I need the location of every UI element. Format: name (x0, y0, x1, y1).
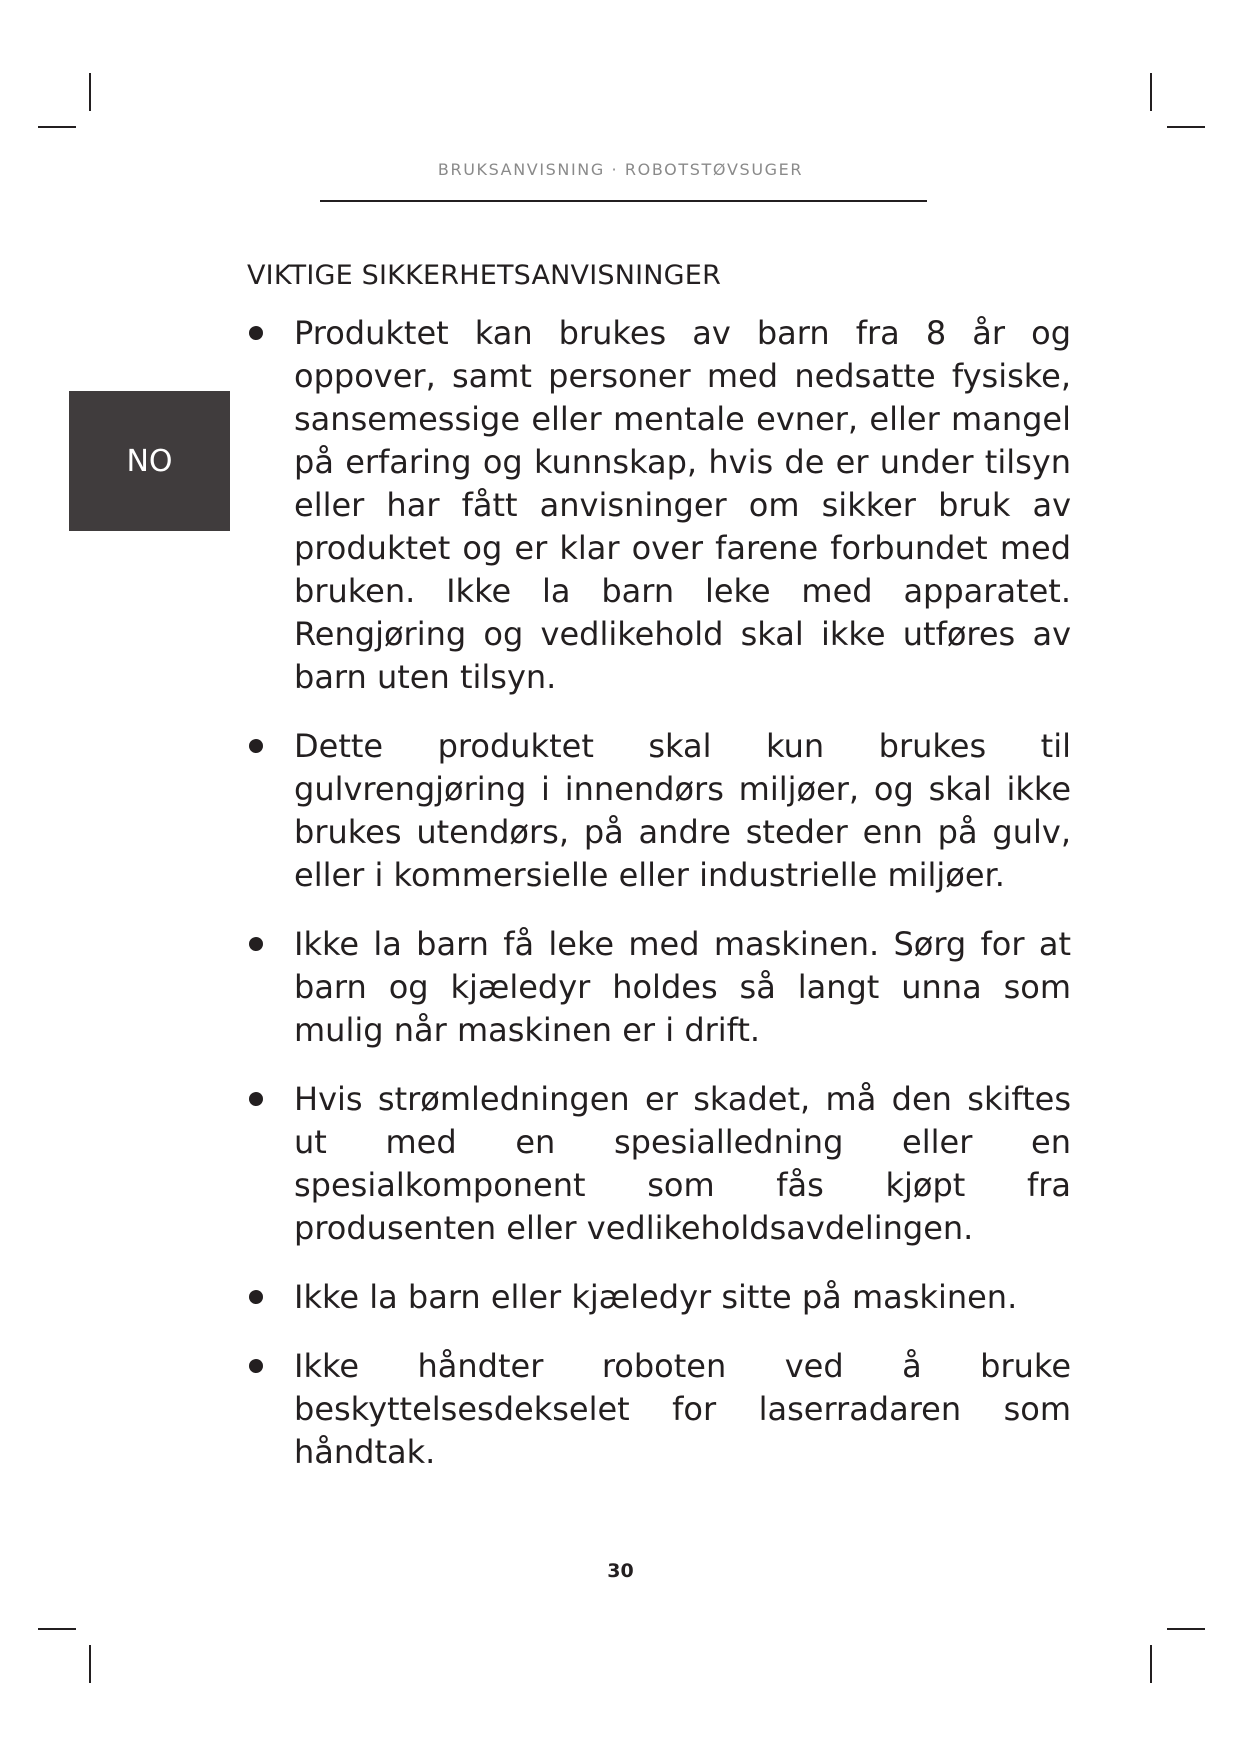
header-divider (320, 200, 927, 202)
bullet-icon (249, 1290, 263, 1304)
running-header: BRUKSANVISNING · ROBOTSTØVSUGER (437, 160, 804, 179)
crop-mark (1150, 1645, 1152, 1683)
list-item (248, 725, 1071, 897)
section-title: VIKTIGE SIKKERHETSANVISNINGER (247, 260, 722, 291)
list-item-text: Ikke håndter roboten ved å bruke beskyttelsesdekselet for laserradaren som håndtak. (294, 1347, 1071, 1471)
list-item-text: Hvis strømledningen er skadet, må den skiftes ut med en spesialledning eller en spesialkomponent som fås kjøpt fra produsenten eller vedlikeholdsavdelingen. (294, 1080, 1071, 1247)
page-number: 30 (607, 1560, 634, 1582)
crop-mark (38, 1628, 76, 1630)
crop-mark (38, 126, 76, 128)
bullet-icon (249, 1092, 263, 1106)
list-item (248, 1276, 1071, 1319)
crop-mark (1167, 126, 1205, 128)
list-item (248, 312, 1071, 699)
bullet-icon (249, 1359, 263, 1373)
crop-mark (1167, 1628, 1205, 1630)
safety-instructions-list (248, 312, 1071, 1500)
list-item (248, 1078, 1071, 1250)
language-tab (69, 391, 230, 531)
crop-mark (89, 73, 91, 111)
crop-mark (1150, 73, 1152, 111)
bullet-icon (249, 937, 263, 951)
list-item-text: Ikke la barn få leke med maskinen. Sørg for at barn og kjæledyr holdes så langt unna som mulig når maskinen er i drift. (294, 925, 1071, 1049)
language-tab-label: NO (126, 443, 173, 479)
bullet-icon (249, 326, 263, 340)
list-item-text: Dette produktet skal kun brukes til gulvrengjøring i innendørs miljøer, og skal ikke brukes utendørs, på andre steder enn på gulv, eller i kommersielle eller industrielle miljøer. (294, 727, 1071, 894)
list-item-text: Produktet kan brukes av barn fra 8 år og oppover, samt personer med nedsatte fysiske, sansemessige eller mentale evner, eller mangel på erfaring og kunnskap, hvis de er under tilsyn eller har fått anvisninger om sikker bruk av produktet og er klar over farene forbundet med bruken. Ikke la barn leke med apparatet. Rengjøring og vedlikehold skal ikke utføres av barn uten tilsyn. (294, 314, 1071, 696)
list-item-text: Ikke la barn eller kjæledyr sitte på maskinen. (294, 1278, 1018, 1316)
crop-mark (89, 1645, 91, 1683)
bullet-icon (249, 739, 263, 753)
list-item (248, 923, 1071, 1052)
list-item (248, 1345, 1071, 1474)
